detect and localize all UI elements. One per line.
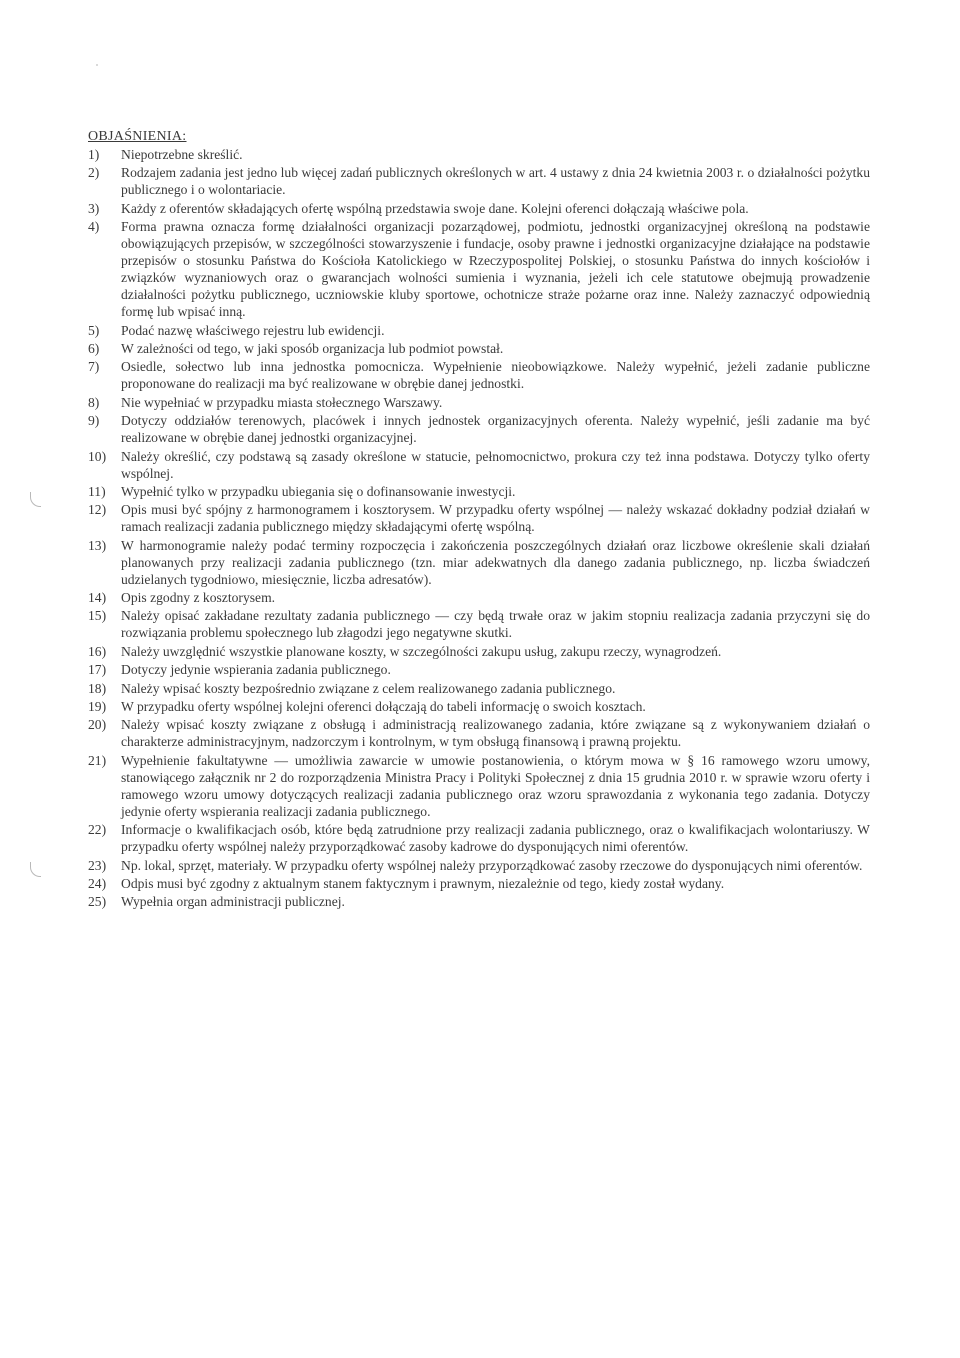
note-item (88, 322, 870, 339)
note-text: Należy wpisać koszty związane z obsługą i administracją realizowanego zadania, które związane są z wykonywaniem działań o charakterze administracyjnym, nadzorczym i kontrolnym, w tym obsługą finansową i prawną projektu. (121, 717, 870, 750)
note-number: 4) (88, 219, 100, 235)
note-text: Niepotrzebne skreślić. (121, 147, 243, 162)
note-text: Wypełnia organ administracji publicznej. (121, 894, 345, 910)
note-item (88, 448, 870, 482)
note-number: 22) (88, 822, 107, 838)
explanations-section (88, 128, 870, 912)
note-item (88, 893, 870, 910)
note-number: 6) (88, 340, 100, 356)
note-text: Odpis musi być zgodny z aktualnym stanem faktycznym i prawnym, niezależnie od tego, kiedy został wydany. (121, 875, 725, 891)
section-heading: OBJAŚNIENIA: (88, 129, 187, 144)
note-number: 13) (88, 537, 107, 553)
note-number: 10) (88, 448, 107, 464)
note-number: 15) (88, 608, 107, 624)
note-text: W przypadku oferty wspólnej kolejni oferenci dołączają do tabeli informację o swoich kosztach. (121, 699, 646, 715)
note-number: 14) (88, 590, 107, 606)
note-text: Podać nazwę właściwego rejestru lub ewidencji. (121, 322, 385, 338)
note-number: 8) (88, 394, 100, 410)
note-number: 19) (88, 699, 107, 715)
note-item (88, 661, 870, 678)
note-number: 25) (88, 894, 107, 910)
note-text: Należy opisać zakładane rezultaty zadania publicznego — czy będą trwałe oraz w jakim stopniu realizacja zadania przyczyni się do rozwiązania problemu społecznego lub złagodzi jego negatywne skutki. (121, 608, 870, 641)
note-text: Wypełnienie fakultatywne — umożliwia zawarcie w umowie postanowienia, o którym mowa w § 16 ramowego wzoru umowy, stanowiącego załącznik nr 2 do rozporządzenia Ministra Pracy i Polityki Społecznej z dnia 15 grudnia 2010 r. w sprawie wzoru oferty i ramowego wzoru umowy dotyczących realizacji zadania publicznego oraz wzoru sprawozdania z wykonania tego zadania. Dotyczy jedynie oferty wspierania realizacji zadania publicznego. (121, 752, 870, 819)
note-number: 5) (88, 322, 100, 338)
note-text: Wypełnić tylko w przypadku ubiegania się o dofinansowanie inwestycji. (121, 483, 516, 499)
note-item (88, 821, 870, 855)
note-item (88, 340, 870, 357)
note-text: Forma prawna oznacza formę działalności organizacji pozarządowej, podmiotu, jednostki organizacyjnej określoną na podstawie obowiązujących przepisów, w szczególności stowarzyszenie i fundacje, osoby prawne i jednostki organizacyjne działające na podstawie przepisów o stosunku Państwa do Kościoła Katolickiego w Rzeczypospolitej Polskiej, o stosunku Państwa do innych kościołów i związków wyznaniowych oraz o gwarancjach wolności sumienia i wyznania, jeżeli ich cele statutowe obejmują prowadzenie działalności pożytku publicznego, uczniowskie kluby sportowe, ochotnicze straże pożarne oraz inne. Należy zaznaczyć odpowiednią formę lub wpisać inną. (121, 219, 870, 320)
note-item (88, 716, 870, 750)
note-text: Należy wpisać koszty bezpośrednio związane z celem realizowanego zadania publicznego. (121, 680, 616, 696)
note-item (88, 218, 870, 320)
note-number: 3) (88, 200, 100, 216)
note-number: 11) (88, 483, 106, 499)
note-number: 1) (88, 147, 100, 162)
note-item (88, 200, 870, 217)
note-number: 23) (88, 857, 107, 873)
note-text: W zależności od tego, w jaki sposób organizacja lub podmiot powstał. (121, 340, 504, 356)
note-number: 20) (88, 717, 107, 733)
note-item (88, 680, 870, 697)
note-number: 7) (88, 359, 100, 375)
note-item (88, 146, 870, 163)
note-item (88, 857, 870, 874)
note-number: 17) (88, 662, 107, 678)
note-item (88, 875, 870, 892)
note-item (88, 501, 870, 535)
margin-punch-mark (30, 862, 41, 877)
note-item (88, 358, 870, 392)
note-item (88, 412, 870, 446)
note-text: Np. lokal, sprzęt, materiały. W przypadku oferty wspólnej należy przyporządkować zasoby rzeczowe do dysponujących nimi oferentów. (121, 857, 863, 873)
note-text: Nie wypełniać w przypadku miasta stołecznego Warszawy. (121, 394, 443, 410)
note-item (88, 607, 870, 641)
note-text: Rodzajem zadania jest jedno lub więcej zadań publicznych określonych w art. 4 ustawy z dnia 24 kwietnia 2003 r. o działalności pożytku publicznego i o wolontariacie. (121, 165, 870, 198)
note-item (88, 483, 870, 500)
note-text: Należy uwzględnić wszystkie planowane koszty, w szczególności zakupu usług, zakupu rzeczy, wynagrodzeń. (121, 643, 722, 659)
note-number: 9) (88, 413, 100, 429)
notes-list (88, 146, 870, 910)
note-number: 2) (88, 165, 100, 181)
note-number: 21) (88, 752, 107, 768)
note-text: Opis zgodny z kosztorysem. (121, 590, 276, 606)
note-item (88, 752, 870, 820)
note-number: 16) (88, 643, 107, 659)
note-text: Osiedle, sołectwo lub inna jednostka pomocnicza. Wypełnienie nieobowiązkowe. Należy wypełnić, jeżeli zadanie publiczne proponowane do realizacji ma być realizowane w obrębie danej jednostki. (121, 359, 870, 392)
note-text: Opis musi być spójny z harmonogramem i kosztorysem. W przypadku oferty wspólnej — należy wskazać dokładny podział działań w ramach realizacji zadania publicznego między składającymi ofertę wspólną. (121, 502, 870, 535)
note-number: 12) (88, 502, 107, 518)
note-item (88, 643, 870, 660)
note-text: W harmonogramie należy podać terminy rozpoczęcia i zakończenia poszczególnych działań oraz liczbowe określenie skali działań planowanych przy realizacji zadania publicznego (tzn. miar adekwatnych dla danego zadania publicznego, np. liczba świadczeń udzielanych tygodniowo, miesięcznie, liczba adresatów). (121, 537, 870, 587)
note-text: Dotyczy oddziałów terenowych, placówek i innych jednostek organizacyjnych oferenta. Należy wypełnić, jeśli zadanie ma być realizowane w obrębie danej jednostki organizacyjnej. (121, 413, 870, 446)
note-number: 18) (88, 680, 107, 696)
note-item (88, 589, 870, 606)
note-text: Każdy z oferentów składających ofertę wspólną przedstawia swoje dane. Kolejni oferenci dołączają właściwe pola. (121, 200, 749, 216)
note-item (88, 537, 870, 588)
scan-speck (96, 64, 98, 66)
note-item (88, 394, 870, 411)
note-number: 24) (88, 875, 107, 891)
margin-punch-mark (30, 492, 41, 507)
note-text: Należy określić, czy podstawą są zasady określone w statucie, pełnomocnictwo, prokura czy też inna podstawa. Dotyczy tylko oferty wspólnej. (121, 448, 870, 481)
note-text: Dotyczy jedynie wspierania zadania publicznego. (121, 662, 391, 678)
note-item (88, 164, 870, 198)
note-text: Informacje o kwalifikacjach osób, które będą zatrudnione przy realizacji zadania publicznego, oraz o kwalifikacjach wolontariuszy. W przypadku oferty wspólnej należy przyporządkować zasoby kadrowe do dysponujących nimi oferentów. (121, 822, 870, 855)
note-item (88, 698, 870, 715)
